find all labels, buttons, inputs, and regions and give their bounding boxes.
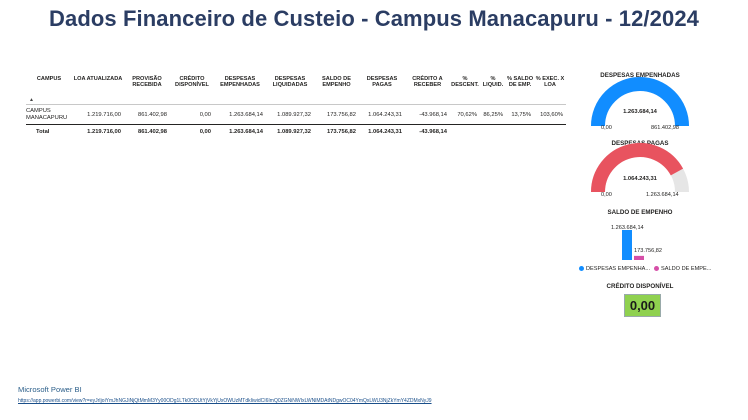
gauge-empenhadas-value: 1.263.684,14 [623, 109, 657, 115]
col-header-provisao-recebida[interactable]: PROVISÃO RECEBIDA [132, 76, 162, 89]
cell-pct-exec-loa: 103,60% [540, 111, 563, 118]
col-header-saldo-de-empenho[interactable]: SALDO DE EMPENHO [322, 76, 351, 89]
gauge-pagas-title: DESPESAS PAGAS [611, 140, 669, 147]
gauge-empenhadas-title: DESPESAS EMPENHADAS [600, 72, 680, 79]
gauge-empenhadas[interactable] [590, 76, 690, 132]
col-header-despesas-liquidadas[interactable]: DESPESAS LIQUIDADAS [272, 76, 308, 89]
credito-disponivel-card: 0,00 [624, 294, 661, 317]
total-divider [26, 124, 566, 125]
gauge-empenhadas-max: 861.402,98 [651, 125, 679, 131]
gauge-pagas[interactable] [590, 142, 690, 198]
cell-pct-descent: 70,62% [457, 111, 477, 118]
cell-total-empenhadas: 1.263.684,14 [229, 129, 263, 135]
financial-table [26, 76, 566, 135]
cell-total-provisao: 861.402,98 [137, 129, 167, 135]
header-divider [26, 104, 566, 105]
chart-legend [579, 266, 711, 272]
col-header-credito-a-receber[interactable]: CRÉDITO A RECEBER [412, 76, 443, 89]
col-header-loa-atualizada[interactable]: LOA ATUALIZADA [73, 76, 123, 82]
legend-dot-pink-icon [654, 266, 659, 271]
gauge-pagas-max: 1.263.684,14 [646, 192, 679, 198]
gauge-pagas-min: 0,00 [601, 192, 612, 198]
legend-dot-blue-icon [579, 266, 584, 271]
legend-label-saldo: SALDO DE EMPE... [661, 266, 712, 272]
col-header-pct-saldo-emp[interactable]: % SALDO DE EMP. [506, 76, 534, 89]
bar-saldo-de-empenho [634, 256, 644, 260]
gauge-pagas-fill [598, 150, 677, 192]
gauge-empenhadas-min: 0,00 [601, 125, 612, 131]
bar-despesas-empenhadas [622, 230, 632, 260]
table-row[interactable] [26, 106, 566, 123]
bar-label-saldo: 173.756,82 [634, 248, 662, 254]
page-title: Dados Financeiro de Custeio - Campus Manacapuru - 12/2024 [49, 6, 699, 31]
cell-credito-a-receber: -43.968,14 [419, 111, 447, 118]
col-header-pct-descent[interactable]: % DESCENT. [451, 76, 479, 89]
col-header-despesas-pagas[interactable]: DESPESAS PAGAS [366, 76, 398, 89]
chart-title: SALDO DE EMPENHO [607, 209, 673, 216]
cell-credito-disponivel: 0,00 [199, 111, 211, 118]
gauge-pagas-value: 1.064.243,31 [623, 176, 657, 182]
cell-total-loa: 1.219.716,00 [87, 129, 121, 135]
cell-despesas-empenhadas: 1.263.684,14 [229, 111, 263, 118]
card-credito-title: CRÉDITO DISPONÍVEL [606, 283, 674, 290]
cell-despesas-liquidadas: 1.089.927,32 [277, 111, 311, 118]
cell-total-credito: 0,00 [199, 129, 211, 135]
legend-item-saldo[interactable] [654, 266, 711, 272]
cell-total-credito-receber: -43.968,14 [419, 129, 447, 135]
cell-pct-liquid: 86,25% [483, 111, 503, 118]
col-header-pct-liquid[interactable]: % LIQUID. [482, 76, 504, 89]
total-row [26, 126, 566, 138]
cell-saldo-de-empenho: 173.756,82 [326, 111, 356, 118]
cell-total-label: Total [36, 129, 50, 135]
col-header-pct-exec-loa[interactable]: % EXEC. X LOA [535, 76, 565, 89]
gauge-empenhadas-fill [598, 84, 682, 126]
col-header-despesas-empenhadas[interactable]: DESPESAS EMPENHADAS [220, 76, 260, 89]
bar-label-empenhadas: 1.263.684,14 [611, 225, 644, 231]
cell-pct-saldo-emp: 13,75% [511, 111, 531, 118]
cell-total-liquidadas: 1.089.927,32 [277, 129, 311, 135]
cell-provisao-recebida: 861.402,98 [137, 111, 167, 118]
cell-loa-atualizada: 1.219.716,00 [87, 111, 121, 118]
sort-ascending-icon[interactable]: ▲ [29, 97, 34, 103]
cell-despesas-pagas: 1.064.243,31 [368, 111, 402, 118]
cell-total-pagas: 1.064.243,31 [368, 129, 402, 135]
col-header-credito-disponivel[interactable]: CRÉDITO DISPONÍVEL [175, 76, 209, 89]
power-bi-brand-link[interactable]: Microsoft Power BI [18, 385, 82, 394]
cell-total-saldo: 173.756,82 [326, 129, 356, 135]
table-header-row [26, 76, 566, 104]
cell-campus: CAMPUS MANACAPURU [26, 107, 68, 121]
col-header-campus[interactable]: CAMPUS [36, 76, 62, 82]
legend-label-empenhadas: DESPESAS EMPENHA... [586, 266, 651, 272]
legend-item-empenhadas[interactable] [579, 266, 650, 272]
report-url-link[interactable]: https://app.powerbi.com/view?r=eyJrIjoiYmJhNGJiNjQtMmM3Yy00ODg1LTk0ODUtYjVkYjUxOWUzMTdkIiwidCI6ImQ0ZGNiNWIxLWNlMDAtNDgwOC04YmQxLWU3NjZkYmY4ZDMxNyJ9 [18, 398, 432, 404]
